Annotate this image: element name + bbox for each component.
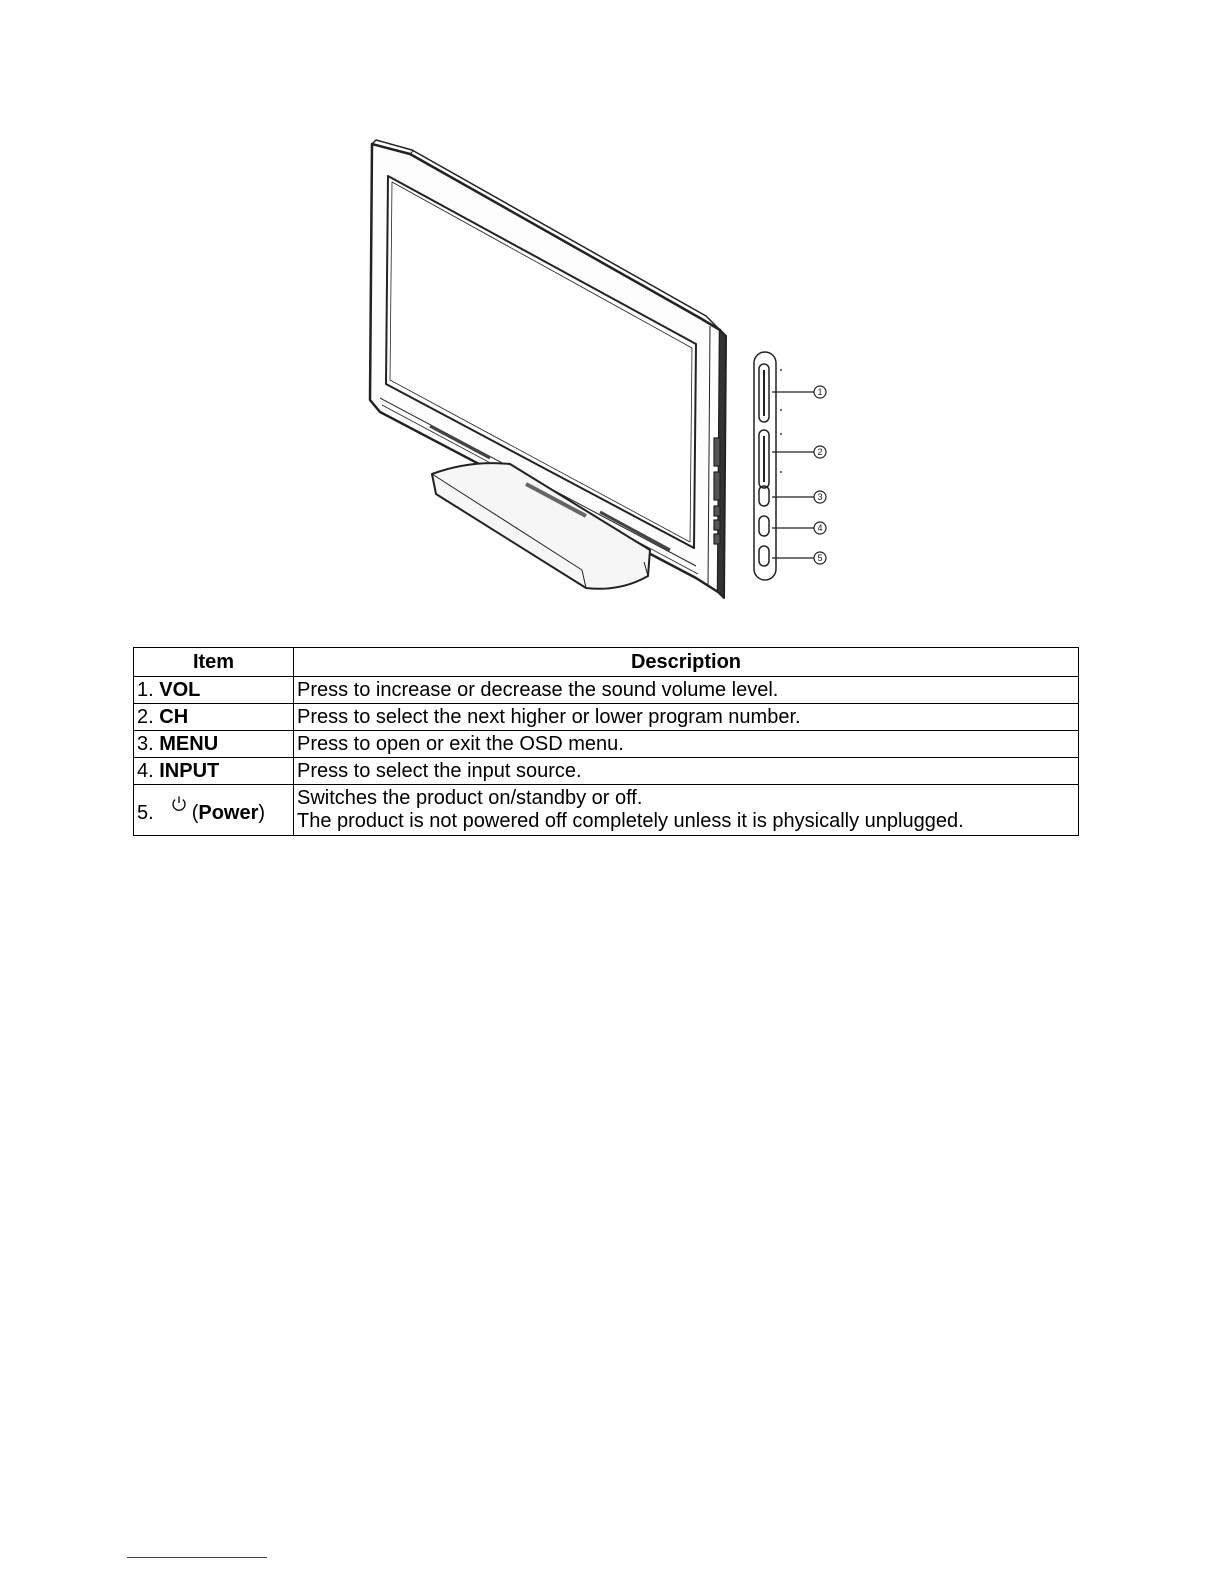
description-cell: Press to open or exit the OSD menu. [294, 731, 1079, 758]
item-number: 3. [137, 732, 154, 755]
item-cell [134, 677, 294, 704]
header-description: Description [294, 648, 1079, 677]
item-name: CH [159, 705, 189, 728]
paren-open: ( [191, 802, 199, 824]
controls-table [133, 647, 1079, 836]
power-icon [170, 795, 188, 813]
description-cell: Press to select the input source. [294, 758, 1079, 785]
tv-front-panel-diagram [340, 130, 860, 610]
item-number: 4. [137, 759, 154, 782]
tv-illustration [340, 130, 860, 610]
table-row [134, 677, 1079, 704]
callout-4-label: 4 [817, 523, 823, 533]
paren-close: ) [258, 802, 266, 824]
item-name: MENU [159, 732, 219, 755]
table-header-row [134, 648, 1079, 677]
item-number: 2. [137, 705, 154, 728]
header-item: Item [134, 648, 294, 677]
item-name: INPUT [159, 759, 220, 782]
item-cell [134, 704, 294, 731]
item-name: VOL [159, 678, 201, 701]
table-row [134, 704, 1079, 731]
callout-1-label: 1 [817, 387, 823, 397]
description-cell: Press to select the next higher or lower program number. [294, 704, 1079, 731]
callout-5-label: 5 [817, 553, 823, 563]
table-row [134, 758, 1079, 785]
description-line-2: The product is not powered off completely unless it is physically unplugged. [297, 810, 964, 832]
callout-3-label: 3 [817, 492, 823, 502]
item-number: 1. [137, 678, 154, 701]
description-line-1: Switches the product on/standby or off. [297, 787, 643, 809]
item-number: 5. [137, 802, 154, 824]
callout-2-label: 2 [817, 447, 823, 457]
table-row-power [134, 785, 1079, 836]
item-cell [134, 758, 294, 785]
item-cell [134, 785, 294, 836]
item-cell [134, 731, 294, 758]
description-cell: Press to increase or decrease the sound volume level. [294, 677, 1079, 704]
footnote-divider [127, 1557, 267, 1558]
table-row [134, 731, 1079, 758]
description-cell [294, 785, 1079, 836]
item-name: Power [198, 802, 259, 824]
